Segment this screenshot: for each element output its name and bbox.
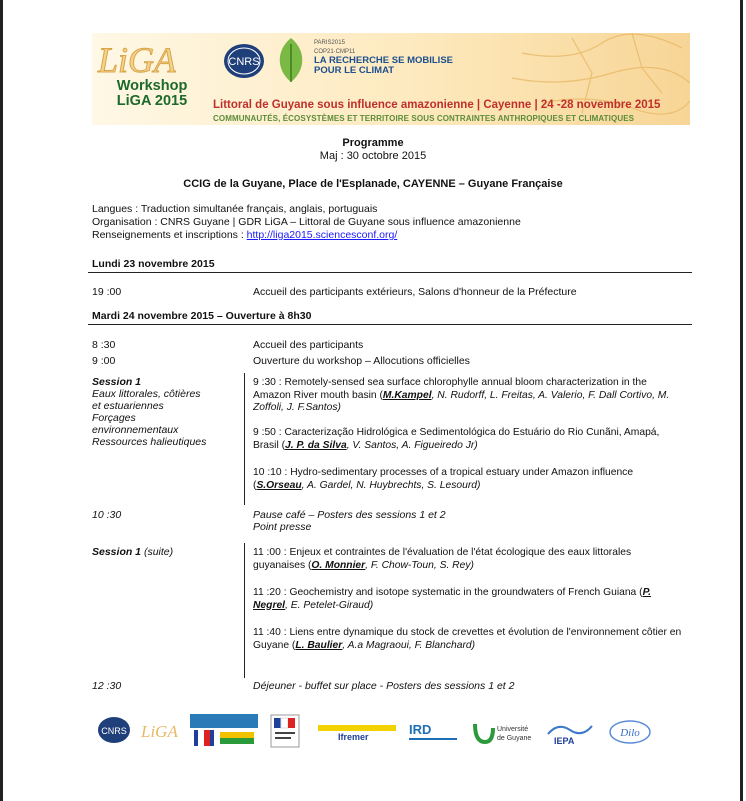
dilo-logo <box>608 719 652 745</box>
session1-block <box>92 376 206 448</box>
session1-vertical-rule <box>244 373 245 505</box>
liga-footer-logo <box>139 719 183 741</box>
talk-authors: , A.a Magraoui, F. Blanchard) <box>342 639 476 651</box>
talk-item <box>253 547 683 572</box>
day1-event: Accueil des participants extérieurs, Salons d'honneur de la Préfecture <box>253 286 577 298</box>
day2-heading: Mardi 24 novembre 2015 – Ouverture à 8h30 <box>92 310 312 322</box>
talk-item <box>253 377 683 415</box>
session1-topic: Eaux littorales, côtières <box>92 388 201 400</box>
talk-item <box>253 587 683 612</box>
ifremer-logo <box>318 725 396 741</box>
session1b-vertical-rule <box>244 543 245 678</box>
pause-line2: Point presse <box>253 521 312 533</box>
talk-speaker: M.Kampel <box>382 389 432 401</box>
talk-authors: , A. Gardel, N. Huybrechts, S. Lesourd) <box>301 479 481 491</box>
svg-text:Ifremer: Ifremer <box>338 732 369 741</box>
liga-logo <box>96 36 176 82</box>
svg-text:de Guyane: de Guyane <box>497 735 532 742</box>
session1-topic: environnementaux <box>92 424 179 436</box>
session1-suite-title <box>92 546 173 559</box>
svg-text:CNRS: CNRS <box>228 56 260 68</box>
talk-text: 9 :50 : Caracterização Hidrológica e Sedimentológica do Estuário do Rio Cunãni, Amapá, Brasil ( <box>253 427 660 451</box>
page-border-right <box>740 0 743 801</box>
svg-text:Université: Université <box>497 726 529 733</box>
iepa-logo <box>546 720 594 746</box>
paris-cop: COP21·CMP11 <box>314 48 356 55</box>
registration-link[interactable]: http://liga2015.sciencesconf.org/ <box>246 229 398 241</box>
row2-time: 9 :00 <box>92 355 116 367</box>
talk-speaker: J. P. da Silva <box>285 439 347 451</box>
session1-topic: Forçages <box>92 412 136 424</box>
workshop-line1: Workshop <box>116 78 188 94</box>
talk-speaker: P. Negrel <box>253 587 651 611</box>
talk-speaker: O. Monnier <box>311 559 366 571</box>
divider <box>88 324 692 325</box>
universite-guyane-logo <box>471 718 535 746</box>
talk-authors: , F. Chow-Toun, S. Rey) <box>365 559 474 571</box>
update-date: Maj : 30 octobre 2015 <box>319 150 427 162</box>
session1b-title: Session 1 <box>92 546 142 558</box>
session1-topic: et estuariennes <box>92 400 164 412</box>
renseignements-line <box>92 229 397 242</box>
talk-text: 11 :40 : Liens entre dynamique du stock de crevettes et évolution de l'environnement côtier en Guyane ( <box>253 627 682 651</box>
programme-heading: Programme <box>342 137 404 149</box>
langues-line: Langues : Traduction simultanée français, anglais, portuguais <box>92 203 378 215</box>
pause-line1: Pause café – Posters des sessions 1 et 2 <box>253 509 446 521</box>
svg-text:IRD: IRD <box>409 722 432 737</box>
row1-event: Accueil des participants <box>253 339 364 351</box>
talk-speaker: S.Orseau <box>256 479 302 491</box>
organisation-line: Organisation : CNRS Guyane | GDR LiGA – Littoral de Guyane sous influence amazonienne <box>92 216 521 228</box>
row1-time: 8 :30 <box>92 339 116 351</box>
banner-title: Littoral de Guyane sous influence amazonienne | Cayenne | 24 -28 novembre 2015 <box>213 99 661 111</box>
header-banner <box>92 33 690 125</box>
talk-speaker: L. Baulier <box>295 639 343 651</box>
cnrs-footer-logo <box>97 716 131 744</box>
session1b-suffix: (suite) <box>141 546 174 558</box>
talk-text: 11 :00 : Enjeux et contraintes de l'évaluation de l'état écologique des eaux littorales guyanaises ( <box>253 547 632 571</box>
banner-subtitle: COMMUNAUTÉS, ÉCOSYSTÈMES ET TERRITOIRE SOUS CONTRAINTES ANTHROPIQUES ET CLIMATIQUES <box>213 114 635 123</box>
talk-authors: , V. Santos, A. Figueiredo Jr) <box>346 439 478 451</box>
talk-authors: , N. Rudorff, L. Freitas, A. Valerio, F. Dall Cortivo, M. Zoffoli, J. F.Santos) <box>253 389 670 413</box>
paris-line2: POUR LE CLIMAT <box>314 65 395 76</box>
session1-topic: Ressources halieutiques <box>92 436 207 448</box>
pause-time: 10 :30 <box>92 509 122 521</box>
divider <box>88 272 692 273</box>
talk-item <box>253 467 683 492</box>
regional-partner-logo <box>190 714 258 748</box>
talk-text: 11 :20 : Geochemistry and isotope systematic in the groundwaters of French Guiana ( <box>253 587 643 598</box>
row2-event: Ouverture du workshop – Allocutions officielles <box>253 355 470 367</box>
talk-authors: , E. Petelet-Giraud) <box>285 599 374 611</box>
paris-top: PARIS2015 <box>314 40 345 46</box>
lunch-event: Déjeuner - buffet sur place - Posters des sessions 1 et 2 <box>253 680 515 692</box>
paris-line1: LA RECHERCHE SE MOBILISE <box>314 55 453 66</box>
talk-text: 9 :30 : Remotely-sensed sea surface chlorophylle annual bloom characterization in the Amazon River mouth basin ( <box>253 377 647 401</box>
venue: CCIG de la Guyane, Place de l'Esplanade, CAYENNE – Guyane Française <box>183 178 563 190</box>
day1-time: 19 :00 <box>92 286 122 298</box>
workshop-title <box>96 79 208 109</box>
marianne-logo <box>270 714 300 748</box>
talk-item <box>253 427 683 452</box>
talk-item <box>253 627 683 652</box>
page-border-left <box>0 0 3 801</box>
session1-title: Session 1 <box>92 376 142 388</box>
day1-heading: Lundi 23 novembre 2015 <box>92 258 215 270</box>
svg-text:LiGA: LiGA <box>98 40 176 80</box>
workshop-line2: LiGA 2015 <box>116 93 188 109</box>
svg-text:Dilo: Dilo <box>620 727 640 739</box>
roots-illustration <box>512 33 690 125</box>
ird-logo <box>407 720 461 746</box>
leaf-logo <box>270 36 312 86</box>
svg-text:LiGA: LiGA <box>141 722 178 741</box>
cnrs-logo <box>223 43 265 79</box>
svg-text:CNRS: CNRS <box>101 726 127 736</box>
renseignements-label: Renseignements et inscriptions : <box>92 229 247 241</box>
paris2015-text <box>314 39 453 76</box>
lunch-time: 12 :30 <box>92 680 122 692</box>
svg-text:IEPA: IEPA <box>554 736 575 746</box>
talk-text: 10 :10 : Hydro-sedimentary processes of a tropical estuary under Amazon influence ( <box>253 467 634 491</box>
